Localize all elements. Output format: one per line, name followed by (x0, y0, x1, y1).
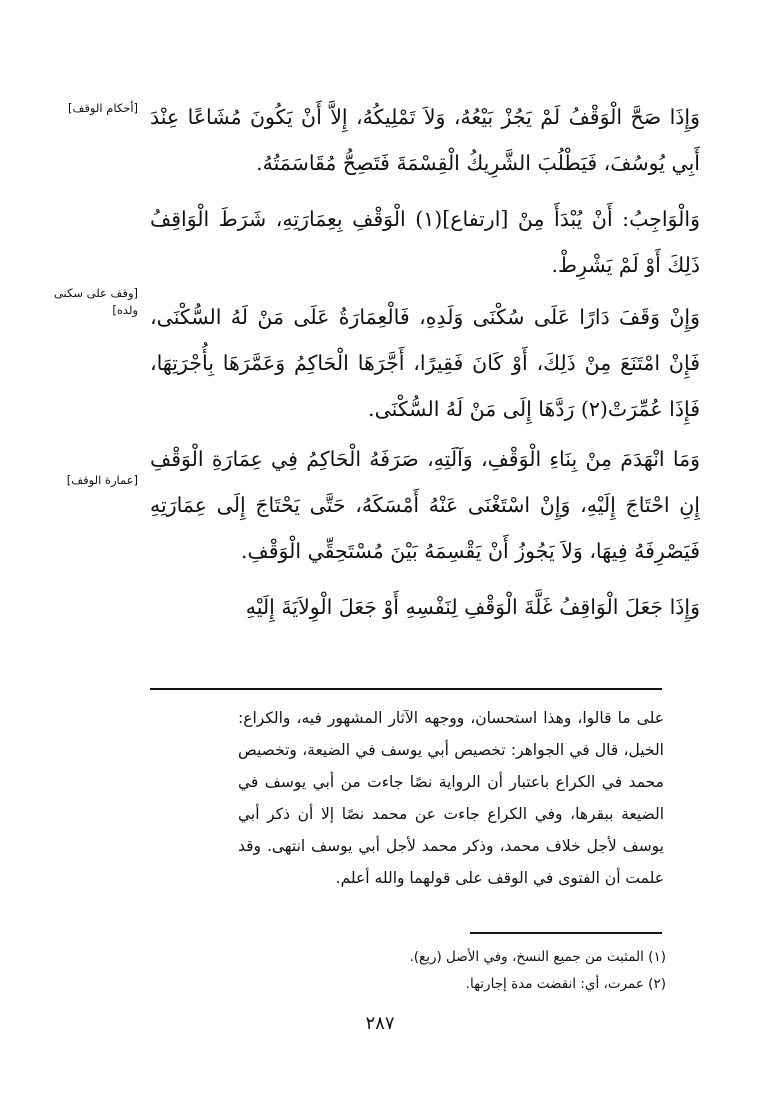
commentary-text: على ما قالوا، وهذا استحسان، ووجهه الآثار المشهور فيه، والكراع: الخيل، قال في الجواهر: تخصيص أبي يوسف في الضيعة، وتخصيص محمد في الكراع باعتبار أن الرواية نصًا جاءت من أبي يوسف في الضيعة ببقرها، وفي الكراع جاءت عن محمد نصًا إلا أن ذكر أبي يوسف لأجل خلاف محمد، وذكر محمد لأجل أبي يوسف انتهى. وقد علمت أن الفتوى في الوقف على قولهما والله أعلم. (238, 709, 664, 887)
side-note-waqf-rulings: [أحكام الوقف] (68, 101, 138, 115)
paragraph-revenue-to-self: وَإِذَا جَعَلَ الْوَاقِفُ غَلَّةَ الْوَقْفِ لِنَفْسِهِ أَوْ جَعَلَ الْوِلاَيَةَ إِلَيْهِ (245, 595, 700, 619)
footnotes (300, 944, 666, 998)
footnote-2: (٢) عمرت، أي: انقضت مدة إجارتها. (465, 976, 666, 992)
side-note-residence-waqf: [وقف على سكنى ولده] (53, 286, 138, 317)
footnote-1: (١) المثبت من جميع النسخ، وفي الأصل (ريع). (409, 949, 666, 965)
side-note-waqf-maintenance: [عمارة الوقف] (66, 473, 138, 487)
paragraph-residence: وَإِنْ وَقَفَ دَارًا عَلَى سُكْنَى وَلَدِهِ، فَالْعِمَارَةُ عَلَى مَنْ لَهُ السُّكْنَى، فَإِنْ امْتَنَعَ مِنْ ذَلِكَ، أَوْ كَانَ فَقِيرًا، أَجَّرَهَا الْحَاكِمُ وَعَمَّرَهَا بِأُجْرَتِهَا، فَإِذَا عُمِّرَتْ(٢) رَدَّهَا إِلَى مَنْ لَهُ السُّكْنَى. (150, 305, 700, 421)
commentary-divider (150, 688, 662, 690)
paragraph-sale-of-waqf: وَإِذَا صَحَّ الْوَقْفُ لَمْ يَجُزْ بَيْعُهُ، وَلاَ تَمْلِيكُهُ، إِلاَّ أَنْ يَكُونَ مُشَاعًا عِنْدَ أَبِي يُوسُفَ، فَيَطْلُبَ الشَّرِيكُ الْقِسْمَةَ فَتَصِحُّ مُقَاسَمَتُهُ. (150, 105, 700, 175)
paragraph-demolished: وَمَا انْهَدَمَ مِنْ بِنَاءِ الْوَقْفِ، وَآلَتِهِ، صَرَفَهُ الْحَاكِمُ فِي عِمَارَةِ الْوَقْفِ إِنِ احْتَاجَ إِلَيْهِ، وَإِنْ اسْتَغْنَى عَنْهُ أَمْسَكَهُ، حَتَّى يَحْتَاجَ إِلَى عِمَارَتِهِ فَيَصْرِفَهُ فِيهَا، وَلاَ يَجُوزُ أَنْ يَقْسِمَهُ بَيْنَ مُسْتَحِقِّي الْوَقْفِ. (150, 447, 700, 563)
paragraph-obligation: وَالْوَاجِبُ: أَنْ يُبْدَأَ مِنْ [ارتفاع](١) الْوَقْفِ بِعِمَارَتِهِ، شَرَطَ الْوَاقِفُ ذَلِكَ أَوْ لَمْ يَشْرِطْ. (150, 207, 700, 277)
main-text (150, 90, 700, 630)
footnote-divider (470, 932, 662, 934)
page-number: ٢٨٧ (365, 1013, 395, 1034)
